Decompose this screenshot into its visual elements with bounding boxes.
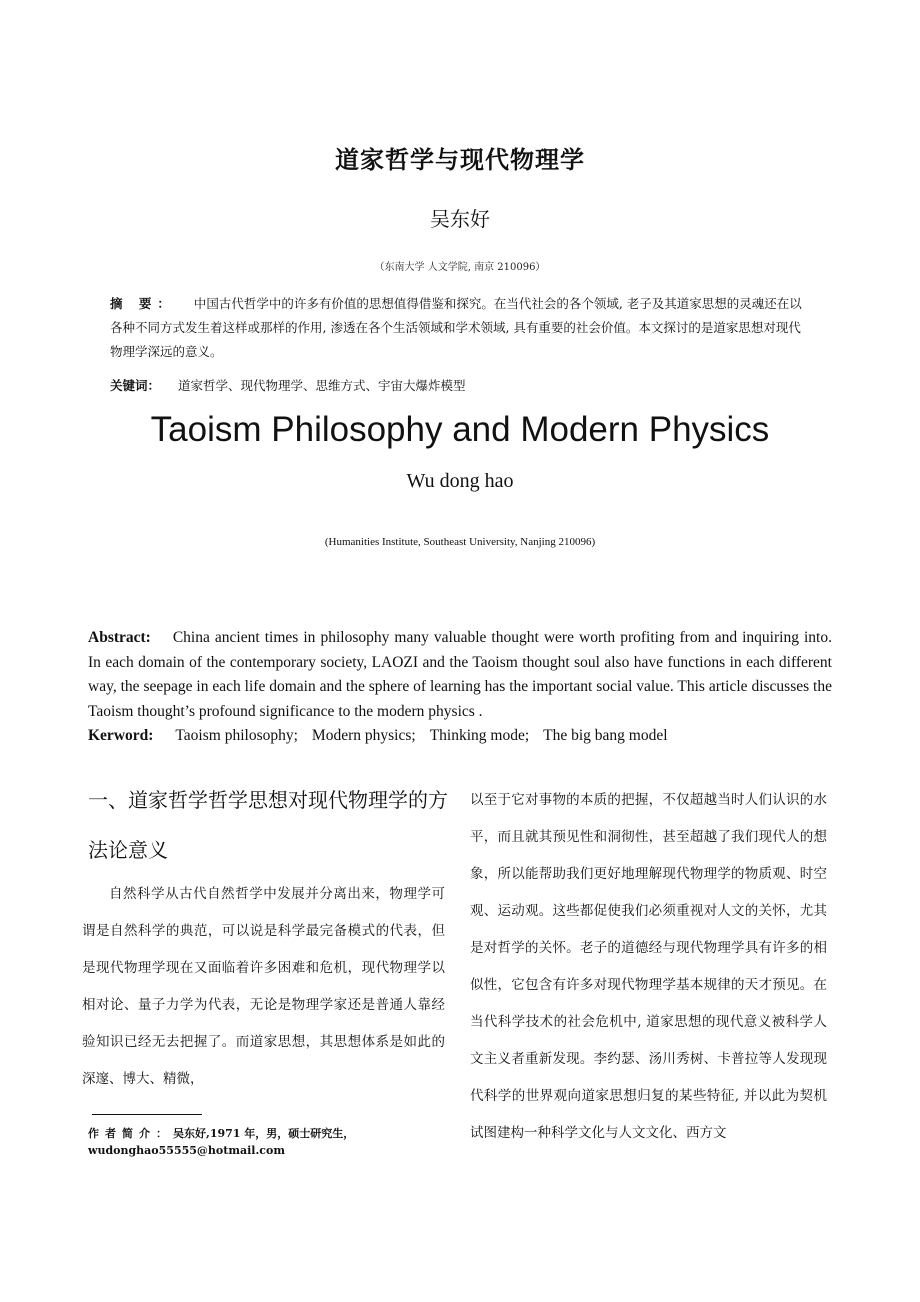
keyword-item: Taoism philosophy; bbox=[175, 727, 298, 744]
author-footnote bbox=[88, 1125, 444, 1159]
english-affiliation: (Humanities Institute, Southeast University, Nanjing 210096) bbox=[324, 536, 596, 548]
body-paragraph: 以至于它对事物的本质的把握，不仅超越当时人们认识的水平，而且就其预见性和洞彻性，甚至超越了我们现代人的想象，所以能帮助我们更好地理解现代物理学的物质观、时空观、运动观。这些都促使我们必须重视对人文的关怀，尤其是对哲学的关怀。老子的道德经与现代物理学具有许多的相似性，它包含有许多对现代物理学基本规律的天才预见。在当代科学技术的社会危机中, 道家思想的现代意义被科学人文主义者重新发现。李约瑟、汤川秀树、卡普拉等人发现现代科学的世界观向道家思想归复的某些特征, 并以此为契机试图建构一种科学文化与人文文化、西方文 bbox=[470, 792, 827, 1141]
body-paragraph: 自然科学从古代自然哲学中发展并分离出来，物理学可谓是自然科学的典范，可以说是科学最完备模式的代表，但是现代物理学现在又面临着许多困难和危机，现代物理学以相对论、量子力学为代表，无论是物理学家还是普通人靠经验知识已经无去把握了。而道家思想，其思想体系是如此的深邃、博大、精微， bbox=[82, 886, 445, 1087]
footnote-label: 作者简介： bbox=[88, 1127, 173, 1140]
chinese-keywords bbox=[110, 376, 810, 396]
chinese-abstract-label: 摘 要： bbox=[110, 296, 176, 311]
english-keywords bbox=[88, 725, 832, 747]
chinese-affiliation: （东南大学 人文学院, 南京 210096） bbox=[374, 262, 546, 273]
chinese-keywords-label: 关键词： bbox=[110, 378, 161, 393]
english-abstract bbox=[88, 626, 832, 724]
footnote-text: 吴东好,1971 年，男，硕士研究生，wudonghao55555@hotmail.com bbox=[88, 1127, 355, 1157]
english-keywords-label: Kerword: bbox=[88, 727, 154, 744]
chinese-author: 吴东好 bbox=[430, 207, 490, 231]
english-author: Wu dong hao bbox=[406, 470, 514, 492]
chinese-abstract bbox=[110, 292, 810, 364]
chinese-keywords-text: 道家哲学、现代物理学、思维方式、宇宙大爆炸模型 bbox=[178, 378, 466, 393]
chinese-abstract-text: 中国古代哲学中的许多有价值的思想值得借鉴和探究。在当代社会的各个领域, 老子及其道家思想的灵魂还在以各种不同方式发生着这样或那样的作用, 渗透在各个生活领域和学术领域, 具有重要的社会价值。本文探讨的是道家思想对现代物理学深远的意义。 bbox=[110, 296, 802, 359]
section-heading: 一、道家哲学哲学思想对现代物理学的方法论意义 bbox=[88, 788, 448, 862]
keyword-item: Thinking mode; bbox=[429, 727, 530, 744]
english-title: Taoism Philosophy and Modern Physics bbox=[150, 410, 770, 449]
keyword-item: Modern physics; bbox=[311, 727, 416, 744]
chinese-title: 道家哲学与现代物理学 bbox=[335, 146, 585, 174]
english-abstract-text: China ancient times in philosophy many valuable thought were worth profiting from and inquiring into. In each domain of the contemporary society, LAOZI and the Taoism thought soul also have functions in each different way, the seepage in each life domain and the sphere of learning has the important social value. This article discusses the Taoism thought’s profound significance to the modern physics . bbox=[88, 629, 832, 720]
right-column bbox=[470, 782, 827, 1152]
footnote-divider bbox=[92, 1114, 202, 1115]
keyword-item: The big bang model bbox=[543, 727, 668, 744]
left-column bbox=[82, 876, 445, 1098]
english-abstract-label: Abstract: bbox=[88, 629, 151, 646]
